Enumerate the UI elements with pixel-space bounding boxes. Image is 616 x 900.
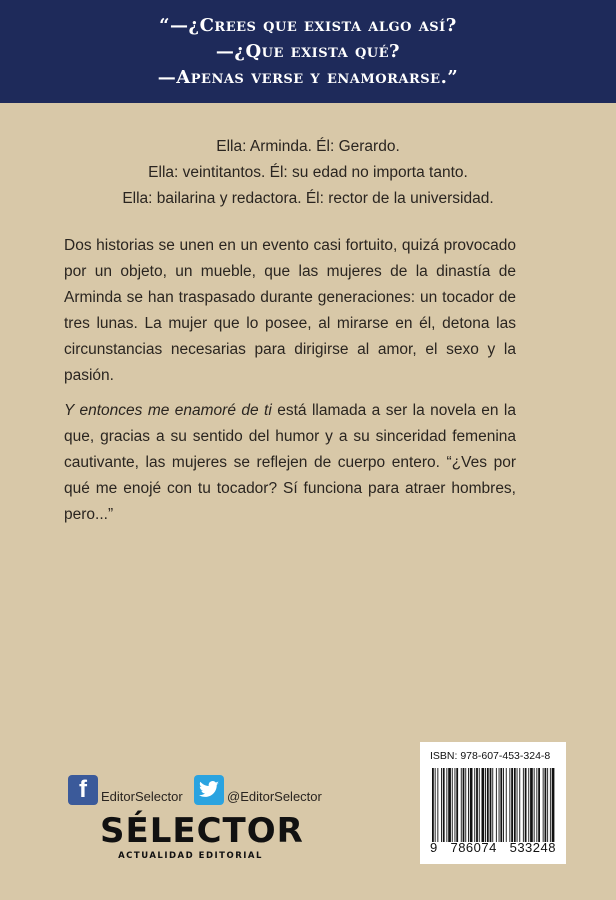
barcode-bar [437, 768, 438, 842]
synopsis-paragraph-2-text: está llamada a ser la novela en la que, gracias a su sentido del humor y a su sinceridad femenina cautivante, las mujeres se reflejen de cuerpo entero. “¿Ves por qué me enojé con tu tocador? Sí funciona para atraer hombres, pero...” [64, 402, 516, 523]
barcode-bar [534, 768, 535, 842]
barcode-digits-group-2: 533248 [509, 840, 556, 855]
barcode-bar [528, 768, 529, 842]
intro-line-2: Ella: veintitantos. Él: su edad no importa tanto. [148, 164, 468, 181]
barcode-bar [446, 768, 447, 842]
synopsis [64, 233, 516, 537]
barcode-bar [455, 768, 456, 842]
barcode-digits-group-1: 786074 [450, 840, 497, 855]
barcode-bar [511, 768, 513, 842]
quote-line-3: —Apenas verse y enamorarse.” [157, 67, 459, 88]
barcode-bar [476, 768, 478, 842]
barcode-bar [487, 768, 489, 842]
quote-line-2: —¿Que exista qué? [215, 41, 401, 62]
barcode-bar [461, 768, 462, 842]
facebook-icon: f [68, 775, 98, 805]
barcode-bar [448, 768, 451, 842]
barcode-bar [443, 768, 445, 842]
barcode-bar [500, 768, 502, 842]
barcode-bar [470, 768, 473, 842]
barcode-bar [519, 768, 520, 842]
isbn-label: ISBN: 978-607-453-324-8 [430, 750, 551, 762]
barcode-bar [543, 768, 544, 842]
barcode-bar [517, 768, 518, 842]
barcode-bar [482, 768, 485, 842]
barcode-bar [525, 768, 527, 842]
barcode-bar [536, 768, 537, 842]
barcode-bar [485, 768, 486, 842]
intro-line-1: Ella: Arminda. Él: Gerardo. [216, 138, 400, 155]
quote-band [0, 0, 616, 103]
barcode-bar [465, 768, 466, 842]
synopsis-paragraph-2 [64, 398, 516, 528]
barcode-bar [479, 768, 480, 842]
facebook-link[interactable] [68, 775, 183, 805]
twitter-icon [194, 775, 224, 805]
barcode-bar [432, 768, 434, 842]
barcode [420, 742, 566, 864]
twitter-handle: @EditorSelector [227, 789, 322, 804]
barcode-bars [430, 768, 556, 842]
publisher-tagline: ACTUALIDAD EDITORIAL [118, 851, 263, 861]
barcode-bar [463, 768, 465, 842]
publisher-name: SÉLECTOR [100, 811, 304, 851]
quote-line-1: “—¿Crees que exista algo así? [159, 15, 457, 36]
book-title: Y entonces me enamoré de ti [64, 402, 272, 419]
barcode-bar [435, 768, 436, 842]
twitter-link[interactable] [194, 775, 322, 805]
barcode-bar [452, 768, 453, 842]
barcode-bar [474, 768, 475, 842]
facebook-handle: EditorSelector [101, 789, 183, 804]
barcode-bar [496, 768, 497, 842]
barcode-bar [441, 768, 442, 842]
barcode-bar [509, 768, 510, 842]
barcode-bar [538, 768, 540, 842]
character-intro [0, 134, 616, 212]
barcode-bar [499, 768, 500, 842]
synopsis-paragraph-1: Dos historias se unen en un evento casi fortuito, quizá provocado por un objeto, un mueble, que las mujeres de la dinastía de Arminda se han traspasado durante generaciones: un tocador de tres lunas. La mujer que lo posee, al mirarse en él, detona las circunstancias necesarias para dirigirse al amor, el sexo y la pasión. [64, 237, 516, 384]
intro-line-3: Ella: bailarina y redactora. Él: rector de la universidad. [122, 190, 494, 207]
barcode-bar [545, 768, 547, 842]
barcode-digit-first: 9 [430, 840, 438, 855]
barcode-bar [492, 768, 493, 842]
barcode-bar [456, 768, 458, 842]
publisher-logo [100, 811, 304, 861]
barcode-bar [523, 768, 524, 842]
barcode-bar [503, 768, 504, 842]
barcode-bar [514, 768, 516, 842]
barcode-bar [547, 768, 548, 842]
barcode-bar [506, 768, 507, 842]
barcode-bar [530, 768, 533, 842]
barcode-digits [430, 840, 556, 855]
barcode-bar [490, 768, 492, 842]
barcode-bar [468, 768, 469, 842]
barcode-bar [550, 768, 551, 842]
barcode-bar [552, 768, 555, 842]
